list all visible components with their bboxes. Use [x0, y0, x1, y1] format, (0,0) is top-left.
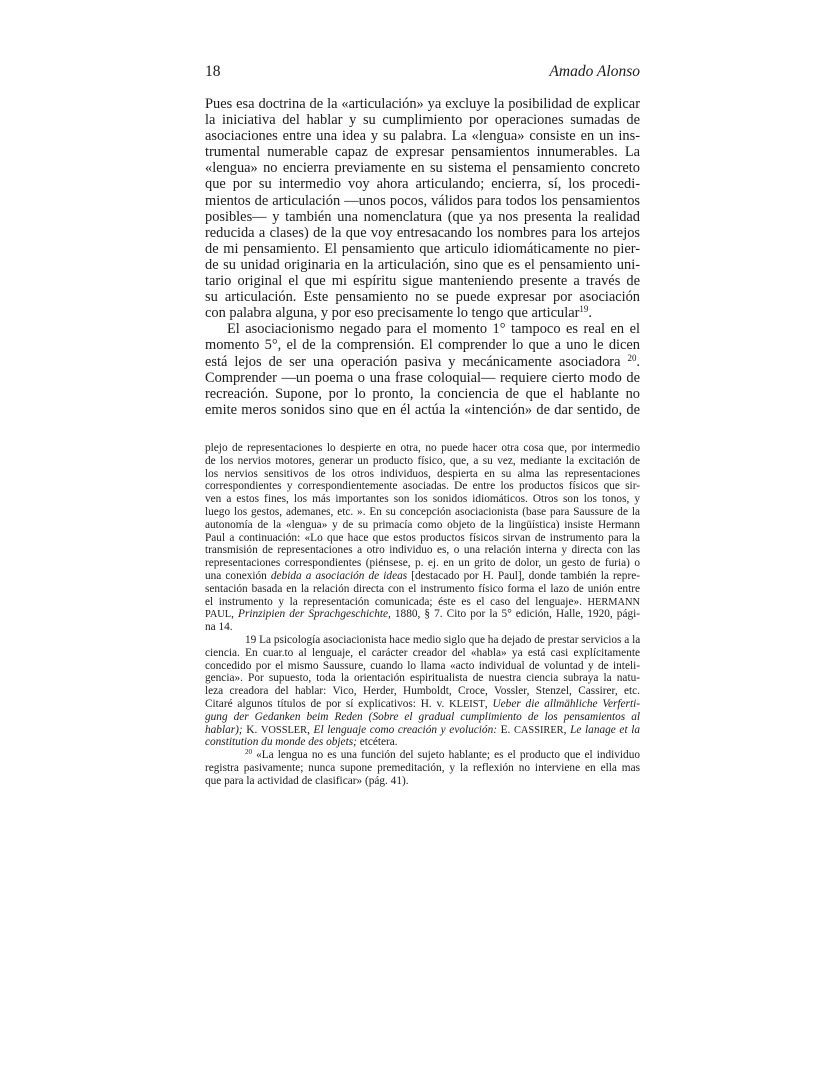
- text-run: constitution du monde des objets;: [205, 736, 357, 749]
- text-run: K.: [242, 723, 261, 736]
- body-line: [205, 193, 640, 209]
- text-run: correspondientes y correspondientemente asociadas. De entre los productos físicos que sir-: [205, 480, 640, 493]
- text-run: Pues esa doctrina de la «articulación» ya excluye la posibilidad de explicar: [205, 96, 640, 112]
- footnote-line: [205, 532, 640, 545]
- text-run: ,: [307, 723, 314, 736]
- text-run: ven a estos fines, los más importantes son los sonidos idiomáticos. Otros son los tonos, y: [205, 493, 640, 506]
- text-run: transmisión de representaciones a otro individuo es, o una relación interna y directa con las: [205, 544, 640, 557]
- text-run: El lenguaje como creación y evolución:: [313, 723, 497, 736]
- text-run: gencia». Por supuesto, toda la orientación espiritualista de nuestra ciencia subraya la natu-: [205, 672, 640, 685]
- text-run: una conexión: [205, 569, 271, 582]
- footnote-line: [205, 724, 640, 737]
- text-run: «La lengua no es una función del sujeto hablante; es el producto que el individuo: [252, 749, 640, 762]
- text-run: posibles— y también una nomenclatura (que ya nos presenta la realidad: [205, 208, 640, 225]
- footnote-line: [205, 775, 640, 788]
- footnotes: [205, 442, 640, 788]
- footnote-marker: 19: [579, 304, 589, 315]
- body-line: [205, 321, 640, 337]
- body-line: [205, 305, 640, 321]
- footnote-line: [205, 519, 640, 532]
- running-header-author: Amado Alonso: [549, 63, 640, 80]
- footnote-line: [205, 621, 640, 634]
- footnote-line: [205, 557, 640, 570]
- footnote-line: [205, 596, 640, 609]
- text-run: asociaciones entre una idea y su palabra. La «lengua» consiste en un ins-: [205, 128, 640, 145]
- text-run: .: [588, 305, 592, 322]
- body-line: [205, 144, 640, 160]
- text-run: ,: [231, 608, 239, 621]
- text-run: Le lanage et la: [570, 723, 641, 736]
- text-run: el instrumento y la representación comunicada; éste es el caso del lenguaje».: [205, 595, 588, 608]
- text-run: trumental numerable capaz de expresar pensamientos innumerables. La: [205, 144, 640, 161]
- text-run: mientos de articulación —unos pocos, válidos para todos los pensamientos: [205, 192, 640, 209]
- footnote-marker: 20: [245, 748, 252, 757]
- footnote-line: [205, 660, 640, 673]
- footnote-line: [205, 493, 640, 506]
- text-run: la iniciativa del hablar y su cumplimiento por operaciones sumadas de: [205, 112, 640, 129]
- text-run: concedido por el mismo Saussure, cuando lo llama «acto individual de voluntad y de inteli-: [205, 659, 640, 672]
- text-run: su articulación. Este pensamiento no se puede expresar por asociación: [205, 289, 640, 306]
- text-run: ,: [484, 697, 493, 710]
- text-run: HERMANN: [587, 596, 640, 608]
- body-line: [205, 402, 640, 418]
- text-run: Prinzipien der Sprachgeschichte,: [238, 608, 391, 621]
- body-line: [205, 176, 640, 192]
- footnote-line: [205, 634, 640, 647]
- text-run: 19 La psicología asociacionista hace medio siglo que ha dejado de prestar servicios a la: [245, 633, 641, 646]
- text-run: 1880, § 7. Cito por la 5° edición, Halle, 1920, pági-: [390, 608, 641, 621]
- text-run: de su unidad originaria en la articulación, sino que es el pensamiento uni-: [205, 256, 640, 273]
- body-line: [205, 160, 640, 176]
- footnote-line: [205, 762, 640, 775]
- footnote-line: [205, 672, 640, 685]
- text-run: los nervios sensitivos de los otros individuos, despierta en su alma las representaciones: [205, 467, 640, 480]
- body-line: [205, 225, 640, 241]
- footnote-line: [205, 442, 640, 455]
- footnote-line: [205, 583, 640, 596]
- text-run: na 14.: [205, 621, 233, 634]
- text-run: recreación. Supone, por lo pronto, la conciencia de que el hablante no: [205, 385, 640, 402]
- text-run: PAUL: [205, 609, 232, 621]
- body-line: [205, 289, 640, 305]
- text-run: registra pasivamente; nunca supone premeditación, y la reflexión no interviene en ella mas: [205, 761, 640, 774]
- body-line: [205, 337, 640, 353]
- text-run: reducida a clases) de la que voy entresacando los nombres para los artejos: [205, 224, 640, 241]
- footnote-line: [205, 570, 640, 583]
- footnote-line: [205, 698, 640, 711]
- text-run: luego los gestos, ademanes, etc. ». En su concepción asociacionista (base para Saussure de la: [205, 505, 640, 518]
- footnote-line: [205, 736, 640, 749]
- text-run: .: [636, 353, 640, 370]
- footnote-line: [205, 455, 640, 468]
- text-run: leza creadora del hablar: Vico, Herder, Humboldt, Croce, Vossler, Stenzel, Cassirer, etc.: [205, 685, 640, 698]
- text-run: KLEIST: [449, 698, 485, 710]
- page-number: 18: [205, 63, 221, 80]
- text-run: Citaré algunos títulos de por sí explicativos: H. v.: [205, 697, 450, 710]
- text-run: de mi pensamiento. El pensamiento que articulo idiomáticamente no pier-: [205, 240, 640, 257]
- body-line: [205, 128, 640, 144]
- body-line: [205, 386, 640, 402]
- text-run: «lengua» no encierra previamente en su sistema el pensamiento concreto: [205, 160, 640, 177]
- text-run: [destacado por H. Paul], donde también la repre-: [407, 569, 640, 582]
- body-line: [205, 257, 640, 273]
- text-run: gung der Gedanken beim Reden (Sobre el gradual cumplimiento de los pensamientos al: [205, 710, 640, 723]
- text-run: está lejos de ser una operación pasiva y mecánicamente asociadora: [205, 353, 628, 370]
- footnote-line: [205, 608, 640, 621]
- text-run: ciencia. En cuar.to al lenguaje, el carácter creador del «habla» ya está casi explícitamente: [205, 646, 640, 659]
- body-line: [205, 370, 640, 386]
- text-run: E.: [496, 723, 515, 736]
- body-line: [205, 241, 640, 257]
- footnote-line: [205, 685, 640, 698]
- text-run: etcétera.: [356, 736, 398, 749]
- text-run: sentación basada en la relación directa con el instrumento físico forma el lazo de unión entre: [205, 582, 640, 595]
- footnote-line: [205, 647, 640, 660]
- text-run: hablar);: [205, 723, 243, 736]
- text-run: Paul a continuación: «Lo que hace que estos productos físicos sirvan de instrumento para la: [205, 531, 640, 544]
- text-run: representaciones correspondientes (piénsese, p. ej. en un grito de dolor, un gesto de furia) o: [205, 557, 640, 570]
- text-run: de los nervios motores, generar un producto físico, que, a su vez, mediante la excitación de: [205, 454, 640, 467]
- body-line: [205, 273, 640, 289]
- text-run: que por su intermedio voy ahora articulando; encierra, sí, los procedi-: [205, 176, 640, 193]
- text-run: El asociacionismo negado para el momento 1° tampoco es real en el: [227, 321, 640, 338]
- text-run: que para la actividad de clasificar» (pág. 41).: [205, 774, 409, 787]
- body-line: [205, 96, 640, 112]
- text-run: emite meros sonidos sino que en él actúa la «intención» de dar sentido, de: [205, 401, 640, 418]
- text-run: CASSIRER: [514, 724, 564, 736]
- text-run: Comprender —un poema o una frase coloquial— requiere cierto modo de: [205, 369, 640, 386]
- footnote-line: [205, 749, 640, 762]
- text-run: debida a asociación de ideas: [270, 569, 408, 582]
- footnote-line: [205, 711, 640, 724]
- body-line: [205, 112, 640, 128]
- text-run: con palabra alguna, y por eso precisamente lo tengo que articular: [205, 305, 580, 322]
- text-run: momento 5°, el de la comprensión. El comprender lo que a uno le dicen: [205, 337, 640, 354]
- body-line: [205, 354, 640, 370]
- footnote-line: [205, 506, 640, 519]
- body-text: [205, 96, 640, 418]
- text-run: Ueber die allmähliche Verferti-: [492, 697, 640, 710]
- text-run: tario original el que mi espíritu sigue manteniendo presente a través de: [205, 273, 640, 290]
- footnote-line: [205, 480, 640, 493]
- footnote-marker: 20: [627, 352, 637, 363]
- text-run: VOSSLER: [260, 724, 308, 736]
- footnote-line: [205, 544, 640, 557]
- text-run: autonomía de la «lengua» y de su primacía como objeto de la lingüística) insiste Hermann: [205, 518, 640, 531]
- footnote-line: [205, 468, 640, 481]
- body-line: [205, 209, 640, 225]
- text-run: plejo de representaciones lo despierte en otra, no puede hacer otra cosa que, por intermedio: [205, 442, 640, 454]
- text-run: ,: [563, 723, 571, 736]
